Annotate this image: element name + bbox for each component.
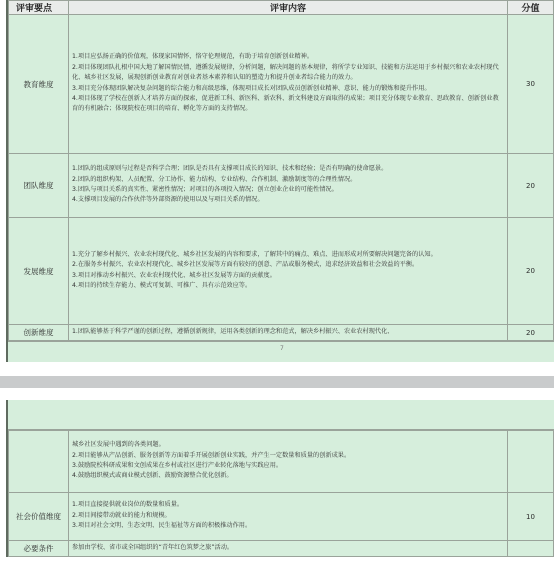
content-line: 4.项目的持续生存能力、模式可复制、可推广、具有示范效应等。 [72,281,252,289]
content-line: 城乡社区发展中遇到的各类问题。 [72,441,165,449]
content-cell [69,15,508,154]
content-line: 2.项目体现团队扎根中国大地了解国情民情，遵循发展规律，分析问题，解决问题的基本规律，将所学专业知识、技能和方法运用于乡村振兴和农业农村现代化、城乡社区发展，展现创新创业教育对创业者基本素养和认知的塑造力和提升创业者综合能力的效力。 [72,63,499,82]
content-line: 2.项目间接带动就业的能力和规模。 [72,511,171,519]
table-row [9,154,554,218]
content-cell [69,493,508,541]
content-line: 3.团队与项目关系的真实性、紧密性情况；对项目的各项投入情况；创立创业企业的可能性情况。 [72,186,338,193]
score-cell: 10 [508,493,554,541]
evaluation-table-continued [8,430,554,557]
table-row [9,541,554,557]
category-cell [9,431,69,493]
content-line: 1.充分了解乡村振兴、农业农村现代化、城乡社区发展的内容和要求，了解其中的痛点、难点、进而形成对所要解决问题完备的认知。 [72,250,437,258]
content-line: 3.项目对推动乡村振兴、农业农村现代化、城乡社区发展等方面的贡献度。 [72,271,276,279]
content-cell [69,325,508,341]
content-line: 3.鼓励院校科研成果和文创成果在乡村或社区进行产业转化落地与实践应用。 [72,462,283,469]
content-cell [69,154,508,218]
table-row [9,431,554,493]
table-row [9,325,554,341]
score-cell: 20 [508,154,554,218]
content-line: 2.项目能够从产品创新、服务创新等方面着手开展创新创业实践，并产生一定数量和质量的创新成果。 [72,451,351,459]
content-line: 2.在服务乡村振兴、农业农村现代化、城乡社区发展等方面有较好的创意、产品或服务模式，追求经济效益和社会效益的平衡。 [72,261,419,269]
content-line: 1.团队的组成原则与过程是否科学合理；团队是否具有支撑项目成长的知识、技术和经验；是否有明确的使命愿景。 [72,165,388,173]
page-number: 7 [280,345,284,352]
category-cell: 必要条件 [9,541,69,557]
score-cell: 20 [508,325,554,341]
page-header-margin [8,400,554,430]
table-row [9,493,554,541]
score-cell: 20 [508,218,554,325]
score-cell [508,431,554,493]
page-1 [6,0,554,371]
category-cell: 创新维度 [9,325,69,341]
content-line: 4.鼓励组织模式或商业模式创新、鼓励资源整合优化创新。 [72,472,233,480]
page-separator [0,376,554,388]
category-cell: 团队维度 [9,154,69,218]
category-cell: 教育维度 [9,15,69,154]
content-cell [69,218,508,325]
score-cell: 30 [508,15,554,154]
header-evaluation-content: 评审内容 [69,1,508,15]
table-row [9,218,554,325]
content-line: 1.团队能够基于科学严谨的创新过程，遵循创新规律，运用各类创新的理念和范式，解决乡村振兴、农业农村现代化、 [72,327,394,335]
content-line: 2.团队的组织构架、人员配置、分工协作、能力结构、专业结构、合作机制、激励制度等的合理性情况。 [72,175,357,183]
page-2 [6,400,554,557]
score-cell [508,541,554,557]
content-line: 4.支撑项目发展的合作伙伴等外部资源的使用以及与项目关系的情况。 [72,196,264,204]
evaluation-table [8,0,554,341]
content-cell [69,541,508,557]
content-line: 3.项目对社会文明、生态文明、民生福祉等方面的积极推动作用。 [72,522,252,530]
content-line: 3.项目充分体现团队解决复杂问题的综合能力和高级思维，体现项目成长对团队成员创新创业精神、意识、能力的锻炼和提升作用。 [72,84,431,92]
header-score: 分值 [508,1,554,15]
content-line: 参加由学校、省市或全国组织的“青年红色筑梦之旅”活动。 [72,543,234,551]
category-cell: 发展维度 [9,218,69,325]
content-line: 1.项目应弘扬正确的价值观，体现家国情怀，恪守伦理规范，有助于培育创新创业精神。 [72,53,314,61]
category-cell: 社会价值维度 [9,493,69,541]
content-line: 4.项目体现了学校在创新人才培养方面的探索，促进新工科、新医科、新农科、新文科建设方面取得的成果；项目充分体现专业教育、思政教育、创新创业教育的有机融合；体现院校在项目的培育、孵化等方面的支持情况。 [72,94,499,113]
table-header-row [9,1,554,15]
header-evaluation-point: 评审要点 [9,1,69,15]
content-line: 1.项目直接提供就业岗位的数量和质量。 [72,501,184,509]
content-cell [69,431,508,493]
table-row [9,15,554,154]
page-gap [0,362,554,400]
